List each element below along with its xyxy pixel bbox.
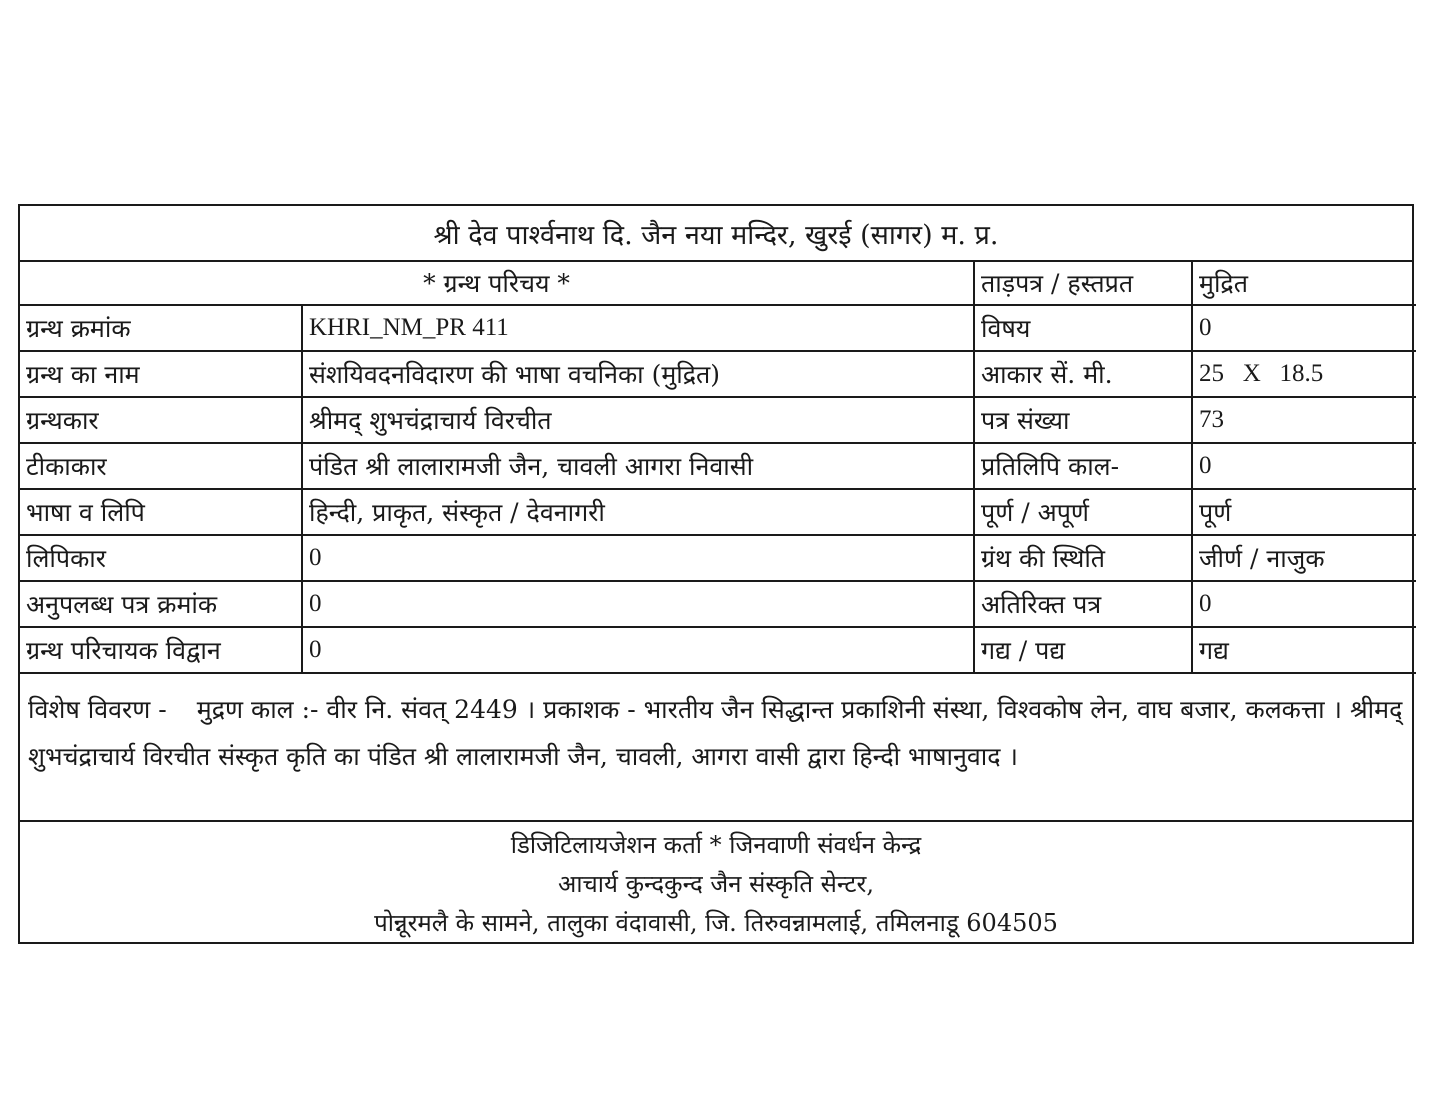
row-label: अनुपलब्ध पत्र क्रमांक <box>20 581 302 627</box>
top-right-value: मुद्रित <box>1192 262 1416 305</box>
special-description <box>20 680 1412 822</box>
row-label: ग्रन्थ का नाम <box>20 351 302 397</box>
catalog-card <box>18 204 1414 944</box>
table-row <box>20 305 1416 351</box>
book-info-table <box>20 262 1416 674</box>
row-value: 0 <box>302 535 974 581</box>
footer-line-2: आचार्य कुन्दकुन्द जैन संस्कृति सेन्टर, <box>558 870 874 898</box>
row-value-2: 0 <box>1192 443 1416 489</box>
row-label-2: ग्रंथ की स्थिति <box>974 535 1192 581</box>
row-value: पंडित श्री लालारामजी जैन, चावली आगरा निवासी <box>302 443 974 489</box>
row-label-2: पत्र संख्या <box>974 397 1192 443</box>
institution-title: श्री देव पार्श्वनाथ दि. जैन नया मन्दिर, खुरई (सागर) म. प्र. <box>20 206 1412 262</box>
table-row <box>20 627 1416 673</box>
row-label: ग्रन्थकार <box>20 397 302 443</box>
table-row <box>20 443 1416 489</box>
row-value-2: गद्य <box>1192 627 1416 673</box>
row-label-2: पूर्ण / अपूर्ण <box>974 489 1192 535</box>
row-value-2: जीर्ण / नाजुक <box>1192 535 1416 581</box>
table-row <box>20 535 1416 581</box>
row-label-2: विषय <box>974 305 1192 351</box>
table-header-row <box>20 262 1416 305</box>
special-description-text: मुद्रण काल :- वीर नि. संवत् 2449 । प्रकाशक - भारतीय जैन सिद्धान्त प्रकाशिनी संस्था, विश्वकोष लेन, वाघ बजार, कलकत्ता । श्रीमद् शुभचंद्राचार्य विरचीत संस्कृत कृति का पंडित श्री लालारामजी जैन, चावली, आगरा वासी द्वारा हिन्दी भाषानुवाद । <box>28 695 1403 771</box>
row-label-2: गद्य / पद्य <box>974 627 1192 673</box>
row-label: ग्रन्थ परिचायक विद्वान <box>20 627 302 673</box>
digitization-footer <box>20 824 1412 944</box>
row-value: 0 <box>302 627 974 673</box>
top-right-label: ताड़पत्र / हस्तप्रत <box>974 262 1192 305</box>
row-value-2: 73 <box>1192 397 1416 443</box>
table-row <box>20 351 1416 397</box>
row-label: भाषा व लिपि <box>20 489 302 535</box>
footer-line-3: पोन्नूरमलै के सामने, तालुका वंदावासी, जि. तिरुवन्नामलाई, तमिलनाडू 604505 <box>374 909 1058 937</box>
footer-line-1: डिजिटिलायजेशन कर्ता * जिनवाणी संवर्धन केन्द्र <box>510 831 922 859</box>
row-value: संशयिवदनविदारण की भाषा वचनिका (मुद्रित) <box>302 351 974 397</box>
special-description-label: विशेष विवरण - <box>28 695 167 724</box>
row-value-2: 0 <box>1192 581 1416 627</box>
row-value: श्रीमद् शुभचंद्राचार्य विरचीत <box>302 397 974 443</box>
row-label-2: आकार सें. मी. <box>974 351 1192 397</box>
row-value: 0 <box>302 581 974 627</box>
row-value-2: 25 X 18.5 <box>1192 351 1416 397</box>
row-label-2: प्रतिलिपि काल- <box>974 443 1192 489</box>
row-label: टीकाकार <box>20 443 302 489</box>
section-title: * ग्रन्थ परिचय * <box>20 262 974 305</box>
row-label-2: अतिरिक्त पत्र <box>974 581 1192 627</box>
row-value: KHRI_NM_PR 411 <box>302 305 974 351</box>
row-label: ग्रन्थ क्रमांक <box>20 305 302 351</box>
table-row <box>20 489 1416 535</box>
table-row <box>20 397 1416 443</box>
row-value: हिन्दी, प्राकृत, संस्कृत / देवनागरी <box>302 489 974 535</box>
table-row <box>20 581 1416 627</box>
row-value-2: पूर्ण <box>1192 489 1416 535</box>
row-label: लिपिकार <box>20 535 302 581</box>
row-value-2: 0 <box>1192 305 1416 351</box>
